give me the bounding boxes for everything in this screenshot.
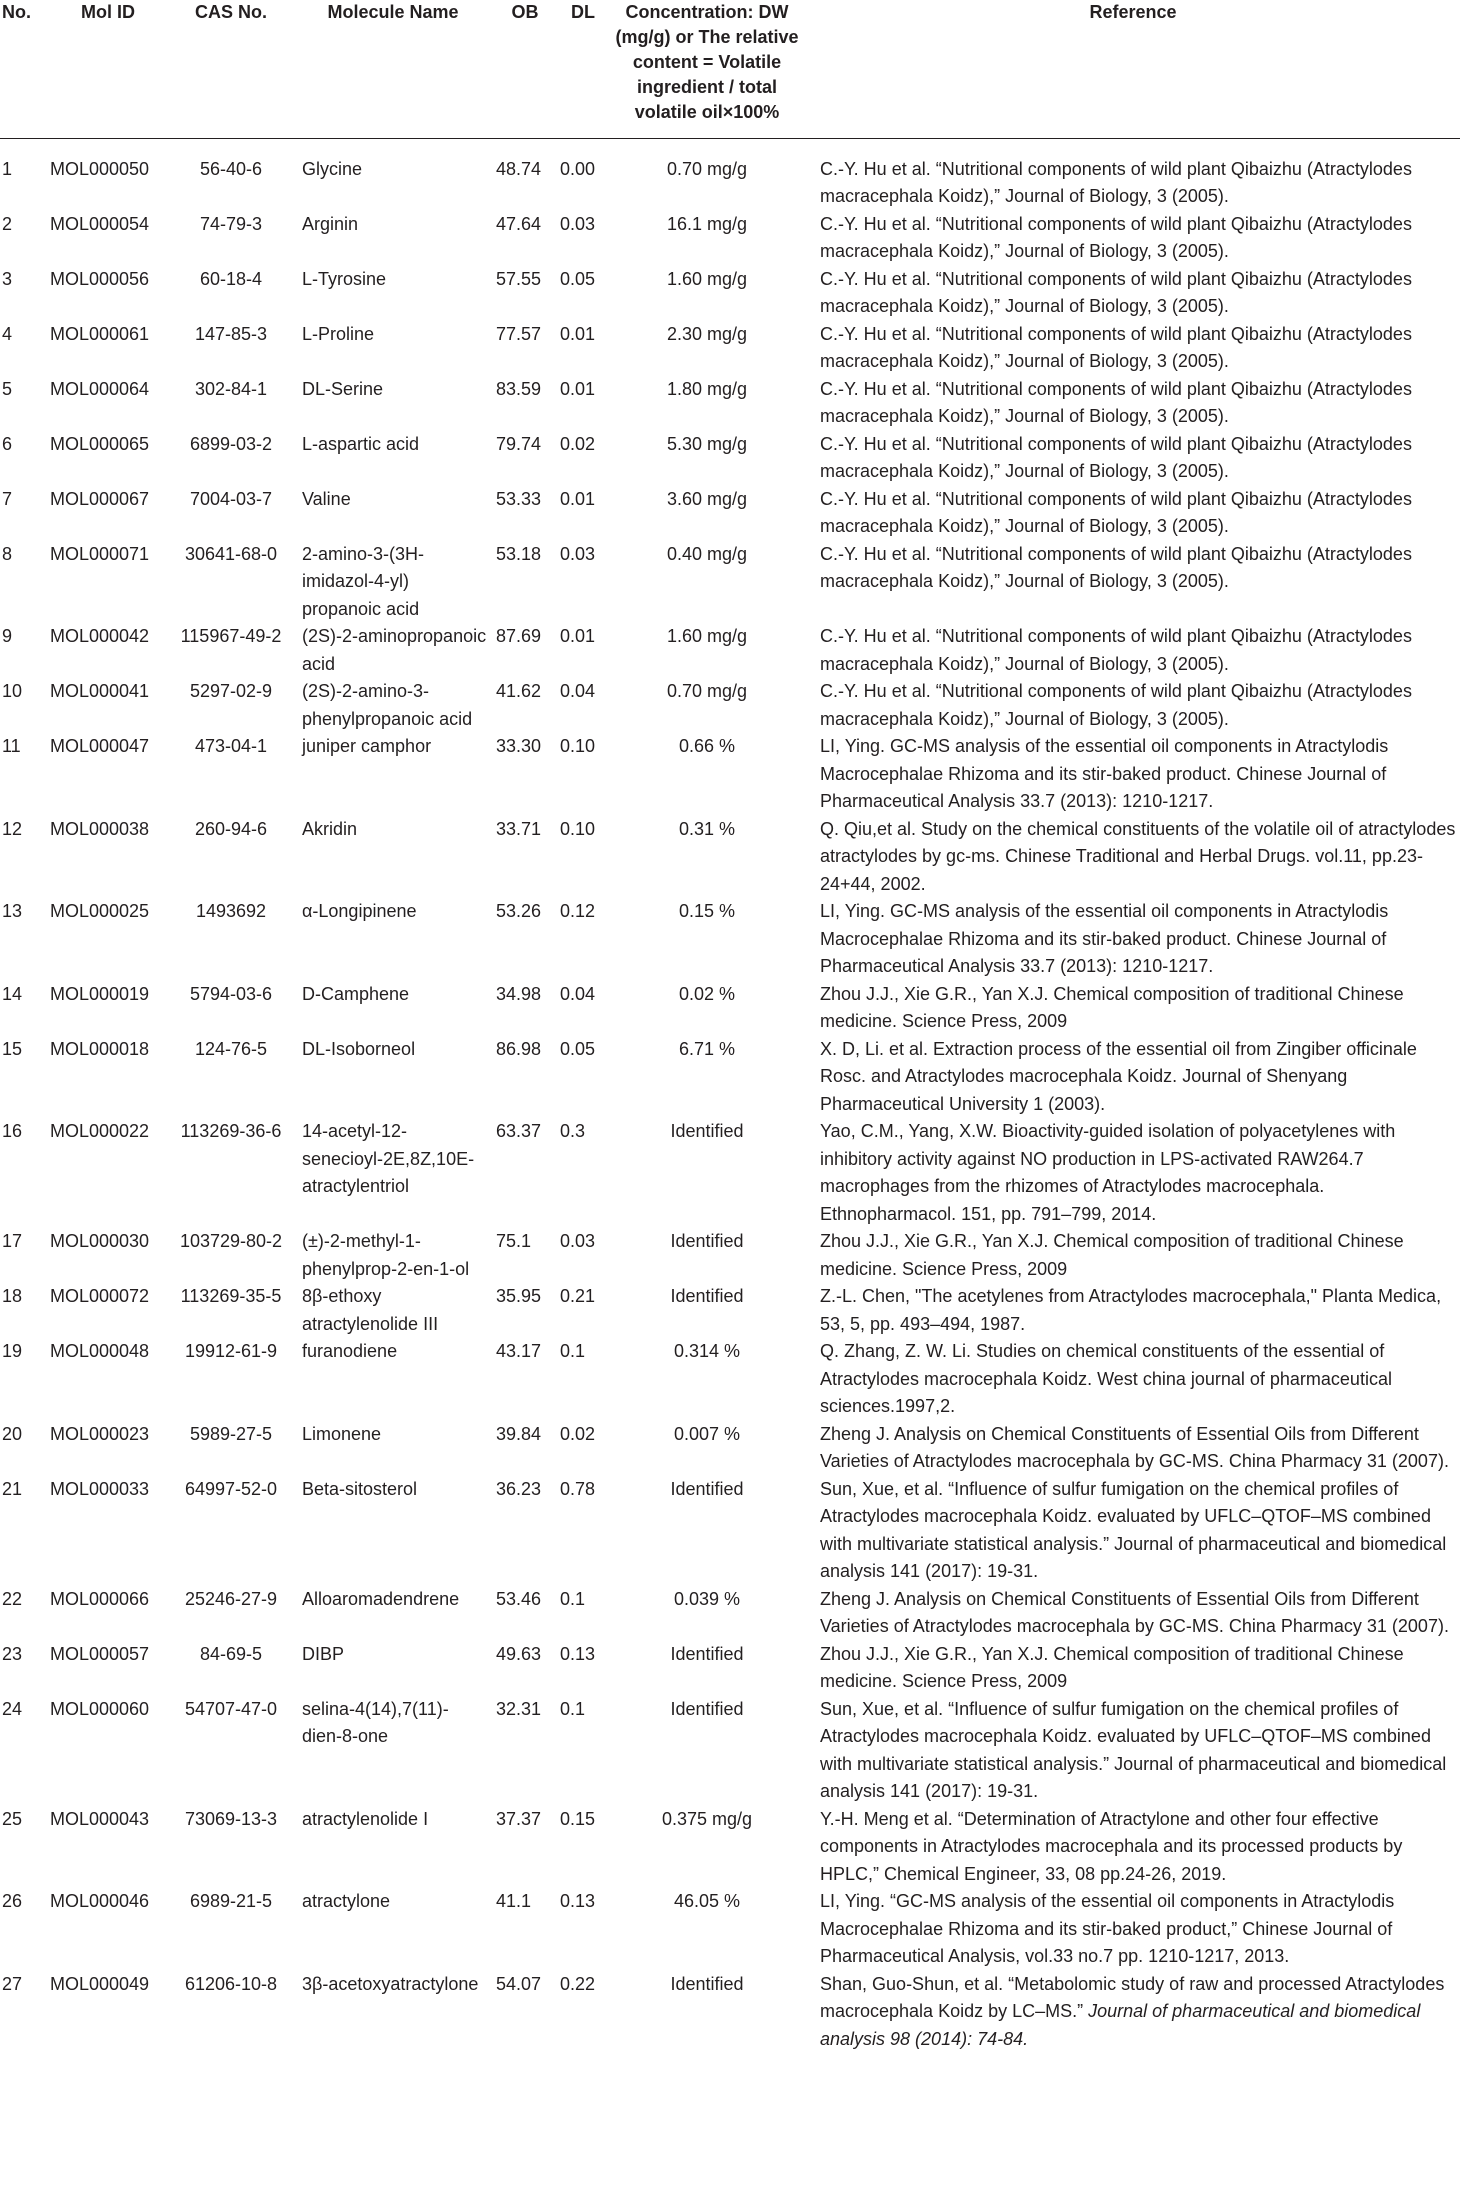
cell-dl: 0.03	[560, 543, 596, 564]
cell-cas: 7004-03-7	[189, 488, 273, 509]
cell-cas: 64997-52-0	[184, 1478, 278, 1499]
cell-concentration: Identified	[670, 1698, 744, 1719]
cell-ob: 77.57	[496, 323, 542, 344]
cell-ob: 53.26	[496, 901, 542, 921]
cell-dl: 0.01	[560, 488, 596, 509]
cell-cas: 124-76-5	[194, 1038, 268, 1059]
cell-dl: 0.13	[560, 1643, 596, 1664]
table-row	[0, 733, 1460, 816]
cell-molecule-name: L-Proline	[302, 323, 375, 344]
cell-molecule-name: furanodiene	[302, 1341, 398, 1361]
cell-molecule-name: atractylenolide I	[302, 1808, 429, 1829]
table-row	[0, 1971, 1460, 2054]
cell-reference: Zheng J. Analysis on Chemical Constituents of Essential Oils from Different Varieties of Atractylodes macrocephala by GC-MS. China Pharmacy 31 (2007).	[820, 1423, 1449, 1471]
cell-concentration: 0.314 %	[673, 1341, 741, 1361]
header-ob: OB	[492, 0, 558, 138]
cell-concentration: 0.31 %	[678, 818, 736, 839]
cell-mol-id: MOL000048	[50, 1341, 150, 1361]
cell-cas: 73069-13-3	[184, 1808, 278, 1829]
cell-concentration: 0.66 %	[678, 736, 736, 756]
cell-dl: 0.78	[560, 1478, 596, 1499]
cell-molecule-name: L-Tyrosine	[302, 268, 387, 289]
cell-concentration: 46.05 %	[673, 1891, 741, 1911]
cell-no: 12	[2, 818, 23, 839]
cell-no: 22	[2, 1588, 23, 1609]
table-row	[0, 1421, 1460, 1476]
cell-ob: 83.59	[496, 378, 542, 399]
cell-cas: 302-84-1	[194, 378, 268, 399]
cell-cas: 5297-02-9	[189, 681, 273, 701]
cell-reference: C.-Y. Hu et al. “Nutritional components of wild plant Qibaizhu (Atractylodes macracephala Koidz),” Journal of Biology, 3 (2005).	[820, 626, 1412, 674]
cell-no: 7	[2, 488, 13, 509]
cell-concentration: 0.02 %	[678, 983, 736, 1004]
cell-no: 14	[2, 983, 23, 1004]
cell-mol-id: MOL000042	[50, 626, 150, 646]
cell-molecule-name: Valine	[302, 488, 351, 509]
cell-no: 20	[2, 1423, 23, 1444]
cell-ob: 32.31	[496, 1698, 542, 1719]
table-row	[0, 321, 1460, 376]
cell-reference: Zhou J.J., Xie G.R., Yan X.J. Chemical composition of traditional Chinese medicine. Science Press, 2009	[820, 1643, 1404, 1691]
cell-reference: LI, Ying. GC-MS analysis of the essential oil components in Atractylodis Macrocephalae Rhizoma and its stir-baked product. Chinese Journal of Pharmaceutical Analysis 33.7 (2013): 1210-1217.	[820, 736, 1389, 811]
cell-dl: 0.10	[560, 818, 596, 839]
cell-reference: C.-Y. Hu et al. “Nutritional components of wild plant Qibaizhu (Atractylodes macracephala Koidz),” Journal of Biology, 3 (2005).	[820, 158, 1412, 206]
cell-cas: 25246-27-9	[184, 1588, 278, 1609]
cell-concentration: Identified	[670, 1231, 744, 1251]
cell-molecule-name: Arginin	[302, 213, 359, 234]
cell-molecule-name: (2S)-2-amino-3-phenylpropanoic acid	[302, 681, 473, 729]
cell-mol-id: MOL000072	[50, 1286, 150, 1306]
cell-reference: C.-Y. Hu et al. “Nutritional components of wild plant Qibaizhu (Atractylodes macracephala Koidz),” Journal of Biology, 3 (2005).	[820, 378, 1412, 426]
cell-ob: 39.84	[496, 1423, 542, 1444]
table-row	[0, 1476, 1460, 1586]
cell-concentration: 0.40 mg/g	[666, 543, 748, 564]
table-row	[0, 266, 1460, 321]
cell-ob: 86.98	[496, 1038, 542, 1059]
table-row	[0, 1641, 1460, 1696]
table-row	[0, 1696, 1460, 1806]
header-no: No.	[0, 0, 48, 138]
cell-mol-id: MOL000025	[50, 901, 150, 921]
header-mol-id: Mol ID	[48, 0, 168, 138]
cell-no: 19	[2, 1341, 23, 1361]
table-row	[0, 1283, 1460, 1338]
table-row	[0, 898, 1460, 981]
cell-cas: 115967-49-2	[180, 626, 282, 646]
cell-concentration: 0.70 mg/g	[666, 158, 748, 179]
cell-reference: X. D, Li. et al. Extraction process of the essential oil from Zingiber officinale Rosc. and Atractylodes macrocephala Koidz. Journal of Shenyang Pharmaceutical University 1 (2003).	[820, 1038, 1417, 1114]
cell-concentration: Identified	[670, 1973, 744, 1994]
cell-molecule-name: Akridin	[302, 818, 358, 839]
cell-reference: Zhou J.J., Xie G.R., Yan X.J. Chemical composition of traditional Chinese medicine. Science Press, 2009	[820, 1231, 1404, 1279]
cell-reference: Sun, Xue, et al. “Influence of sulfur fumigation on the chemical profiles of Atractylodes macrocephala Koidz. evaluated by UFLC–QTOF–MS combined with multivariate statistical analysis.” Journal of pharmaceutical and biomedical analysis 141 (2017): 19-31.	[820, 1698, 1447, 1801]
cell-ob: 63.37	[496, 1121, 542, 1141]
cell-cas: 60-18-4	[199, 268, 263, 289]
cell-reference	[806, 1971, 1460, 2054]
cell-dl: 0.12	[560, 901, 596, 921]
cell-dl: 0.03	[560, 213, 596, 234]
cell-no: 11	[2, 736, 21, 756]
cell-mol-id: MOL000049	[50, 1973, 150, 1994]
cell-dl: 0.04	[560, 983, 596, 1004]
cell-molecule-name: 3β-acetoxyatractylone	[302, 1973, 479, 1994]
cell-concentration: 0.007 %	[673, 1423, 741, 1444]
cell-cas: 113269-35-5	[180, 1286, 282, 1306]
cell-concentration: 0.15 %	[678, 901, 736, 921]
cell-mol-id: MOL000064	[50, 378, 150, 399]
cell-mol-id: MOL000023	[50, 1423, 150, 1444]
cell-mol-id: MOL000056	[50, 268, 150, 289]
cell-molecule-name: atractylone	[302, 1891, 391, 1911]
cell-ob: 47.64	[496, 213, 542, 234]
cell-reference: LI, Ying. “GC-MS analysis of the essential oil components in Atractylodis Macrocephalae Rhizoma and its stir-baked product,” Chinese Journal of Pharmaceutical Analysis, vol.33 no.7 pp. 1210-1217, 2013.	[820, 1891, 1395, 1966]
reference-journal: Journal of pharmaceutical and biomedical analysis	[820, 2001, 1421, 2049]
cell-no: 1	[2, 158, 13, 179]
header-molecule-name: Molecule Name	[294, 0, 492, 138]
cell-mol-id: MOL000019	[50, 983, 150, 1004]
cell-cas: 473-04-1	[194, 736, 268, 756]
cell-concentration: 0.375 mg/g	[661, 1808, 753, 1829]
cell-mol-id: MOL000065	[50, 433, 150, 454]
cell-reference: Sun, Xue, et al. “Influence of sulfur fumigation on the chemical profiles of Atractylodes macrocephala Koidz. evaluated by UFLC–QTOF–MS combined with multivariate statistical analysis.” Journal of pharmaceutical and biomedical analysis 141 (2017): 19-31.	[820, 1478, 1447, 1581]
cell-mol-id: MOL000041	[50, 681, 150, 701]
cell-concentration: Identified	[670, 1478, 744, 1499]
cell-dl: 0.01	[560, 626, 596, 646]
cell-molecule-name: Beta-sitosterol	[302, 1478, 418, 1499]
table-row	[0, 211, 1460, 266]
cell-reference: Yao, C.M., Yang, X.W. Bioactivity-guided isolation of polyacetylenes with inhibitory activity against NO production in LPS-activated RAW264.7 macrophages from the rhizomes of Atractylodes macrocephala. Ethnopharmacol. 151, pp. 791–799, 2014.	[820, 1121, 1396, 1224]
cell-dl: 0.15	[560, 1808, 596, 1829]
cell-molecule-name: DL-Isoborneol	[302, 1038, 416, 1059]
cell-ob: 36.23	[496, 1478, 542, 1499]
cell-ob: 34.98	[496, 983, 542, 1004]
cell-cas: 61206-10-8	[184, 1973, 278, 1994]
cell-molecule-name: juniper camphor	[302, 736, 432, 756]
cell-no: 21	[2, 1478, 23, 1499]
cell-no: 10	[2, 681, 23, 701]
cell-molecule-name: D-Camphene	[302, 983, 410, 1004]
table-row	[0, 1888, 1460, 1971]
table-row	[0, 431, 1460, 486]
cell-mol-id: MOL000018	[50, 1038, 150, 1059]
cell-ob: 35.95	[496, 1286, 542, 1306]
cell-no: 15	[2, 1038, 23, 1059]
cell-molecule-name: selina-4(14),7(11)-dien-8-one	[302, 1698, 449, 1746]
cell-mol-id: MOL000066	[50, 1588, 150, 1609]
cell-mol-id: MOL000071	[50, 543, 150, 564]
table-row	[0, 541, 1460, 624]
cell-ob: 41.62	[496, 681, 542, 701]
cell-cas: 113269-36-6	[180, 1121, 282, 1141]
cell-concentration: Identified	[670, 1121, 744, 1141]
cell-mol-id: MOL000047	[50, 736, 150, 756]
cell-molecule-name: Alloaromadendrene	[302, 1588, 460, 1609]
cell-mol-id: MOL000061	[50, 323, 150, 344]
table-row	[0, 623, 1460, 678]
cell-reference: C.-Y. Hu et al. “Nutritional components of wild plant Qibaizhu (Atractylodes macracephala Koidz),” Journal of Biology, 3 (2005).	[820, 268, 1412, 316]
cell-ob: 49.63	[496, 1643, 542, 1664]
table-row	[0, 138, 1460, 211]
cell-reference: C.-Y. Hu et al. “Nutritional components of wild plant Qibaizhu (Atractylodes macracephala Koidz),” Journal of Biology, 3 (2005).	[820, 433, 1412, 481]
cell-dl: 0.01	[560, 323, 596, 344]
cell-concentration: Identified	[670, 1643, 744, 1664]
cell-mol-id: MOL000054	[50, 213, 150, 234]
cell-dl: 0.03	[560, 1231, 596, 1251]
cell-no: 24	[2, 1698, 23, 1719]
reference-text: Shan, Guo-Shun, et al. “Metabolomic study of raw and processed Atractylodes macrocephala Koidz by LC–MS.”	[820, 1973, 1445, 2021]
cell-dl: 0.02	[560, 1423, 596, 1444]
cell-dl: 0.13	[560, 1891, 596, 1911]
table-row	[0, 981, 1460, 1036]
header-concentration: Concentration: DW (mg/g) or The relative content = Volatile ingredient / total volatile oil×100%	[608, 0, 806, 138]
cell-dl: 0.00	[560, 158, 596, 179]
cell-no: 3	[2, 268, 13, 289]
cell-no: 5	[2, 378, 13, 399]
cell-no: 4	[2, 323, 13, 344]
cell-reference: LI, Ying. GC-MS analysis of the essential oil components in Atractylodis Macrocephalae Rhizoma and its stir-baked product. Chinese Journal of Pharmaceutical Analysis 33.7 (2013): 1210-1217.	[820, 901, 1389, 976]
table-row	[0, 1806, 1460, 1889]
cell-cas: 56-40-6	[199, 158, 263, 179]
cell-molecule-name: α-Longipinene	[302, 901, 417, 921]
cell-concentration: 2.30 mg/g	[666, 323, 748, 344]
cell-no: 13	[2, 901, 23, 921]
cell-dl: 0.1	[560, 1698, 586, 1719]
cell-cas: 5794-03-6	[189, 983, 273, 1004]
cell-no: 9	[2, 626, 13, 646]
table-header	[0, 0, 1460, 138]
cell-mol-id: MOL000030	[50, 1231, 150, 1251]
cell-dl: 0.1	[560, 1588, 586, 1609]
cell-cas: 30641-68-0	[184, 543, 278, 564]
cell-concentration: 1.80 mg/g	[666, 378, 748, 399]
table-row	[0, 678, 1460, 733]
cell-mol-id: MOL000043	[50, 1808, 150, 1829]
cell-molecule-name: 8β-ethoxy atractylenolide III	[302, 1286, 439, 1334]
cell-concentration: 0.039 %	[673, 1588, 741, 1609]
cell-no: 23	[2, 1643, 23, 1664]
cell-cas: 260-94-6	[194, 818, 268, 839]
cell-cas: 6989-21-5	[189, 1891, 273, 1911]
cell-no: 26	[2, 1891, 23, 1911]
cell-reference: Y.-H. Meng et al. “Determination of Atractylone and other four effective components in Atractylodes macrocephala and its processed products by HPLC,” Chemical Engineer, 33, 08 pp.24-26, 2019.	[820, 1808, 1403, 1884]
cell-mol-id: MOL000033	[50, 1478, 150, 1499]
header-dl: DL	[558, 0, 608, 138]
cell-molecule-name: (±)-2-methyl-1-phenylprop-2-en-1-ol	[302, 1231, 470, 1279]
header-cas: CAS No.	[168, 0, 294, 138]
cell-concentration: Identified	[670, 1286, 744, 1306]
table-row	[0, 1338, 1460, 1421]
cell-concentration: 0.70 mg/g	[666, 681, 748, 701]
cell-molecule-name: DIBP	[302, 1643, 345, 1664]
cell-molecule-name: (2S)-2-aminopropanoic acid	[302, 626, 487, 674]
cell-reference: C.-Y. Hu et al. “Nutritional components of wild plant Qibaizhu (Atractylodes macracephala Koidz),” Journal of Biology, 3 (2005).	[820, 681, 1412, 729]
cell-mol-id: MOL000050	[50, 158, 150, 179]
cell-dl: 0.22	[560, 1973, 596, 1994]
cell-molecule-name: DL-Serine	[302, 378, 384, 399]
table-row	[0, 376, 1460, 431]
cell-reference: Q. Qiu,et al. Study on the chemical constituents of the volatile oil of atractylodes atractylodes by gc-ms. Chinese Traditional and Herbal Drugs. vol.11, pp.23-24+44, 2002.	[820, 818, 1456, 894]
reference-citation: 98 (2014): 74-84.	[885, 2028, 1029, 2049]
cell-dl: 0.10	[560, 736, 596, 756]
cell-dl: 0.01	[560, 378, 596, 399]
cell-molecule-name: Glycine	[302, 158, 363, 179]
cell-dl: 0.1	[560, 1341, 586, 1361]
cell-dl: 0.21	[560, 1286, 596, 1306]
cell-cas: 147-85-3	[194, 323, 268, 344]
cell-no: 18	[2, 1286, 23, 1306]
cell-reference: C.-Y. Hu et al. “Nutritional components of wild plant Qibaizhu (Atractylodes macracephala Koidz),” Journal of Biology, 3 (2005).	[820, 543, 1412, 591]
cell-no: 6	[2, 433, 13, 454]
cell-concentration: 3.60 mg/g	[666, 488, 748, 509]
table-row	[0, 486, 1460, 541]
header-reference: Reference	[806, 0, 1460, 138]
cell-no: 27	[2, 1973, 23, 1994]
cell-cas: 74-79-3	[199, 213, 263, 234]
cell-ob: 33.30	[496, 736, 542, 756]
cell-ob: 33.71	[496, 818, 542, 839]
cell-reference: Zheng J. Analysis on Chemical Constituents of Essential Oils from Different Varieties of Atractylodes macrocephala by GC-MS. China Pharmacy 31 (2007).	[820, 1588, 1449, 1636]
cell-no: 16	[2, 1121, 23, 1141]
table-row	[0, 1118, 1460, 1228]
cell-ob: 53.18	[496, 543, 542, 564]
cell-ob: 57.55	[496, 268, 542, 289]
table-row	[0, 1036, 1460, 1119]
cell-ob: 48.74	[496, 158, 542, 179]
cell-ob: 53.33	[496, 488, 542, 509]
cell-mol-id: MOL000022	[50, 1121, 150, 1141]
cell-concentration: 6.71 %	[678, 1038, 736, 1059]
table-body	[0, 138, 1460, 2053]
cell-ob: 37.37	[496, 1808, 542, 1829]
cell-ob: 53.46	[496, 1588, 542, 1609]
cell-ob: 41.1	[496, 1891, 532, 1911]
cell-dl: 0.05	[560, 1038, 596, 1059]
table-row	[0, 1586, 1460, 1641]
cell-mol-id: MOL000038	[50, 818, 150, 839]
cell-reference: Q. Zhang, Z. W. Li. Studies on chemical constituents of the essential of Atractylodes macrocephala Koidz. West china journal of pharmaceutical sciences.1997,2.	[820, 1341, 1392, 1416]
cell-molecule-name: Limonene	[302, 1423, 382, 1444]
cell-cas: 6899-03-2	[189, 433, 273, 454]
cell-mol-id: MOL000057	[50, 1643, 150, 1664]
cell-mol-id: MOL000046	[50, 1891, 150, 1911]
cell-reference: C.-Y. Hu et al. “Nutritional components of wild plant Qibaizhu (Atractylodes macracephala Koidz),” Journal of Biology, 3 (2005).	[820, 213, 1412, 261]
cell-ob: 79.74	[496, 433, 542, 454]
table-row	[0, 816, 1460, 899]
cell-no: 17	[2, 1231, 23, 1251]
cell-concentration: 16.1 mg/g	[666, 213, 748, 234]
cell-ob: 43.17	[496, 1341, 542, 1361]
cell-cas: 84-69-5	[199, 1643, 263, 1664]
cell-reference: C.-Y. Hu et al. “Nutritional components of wild plant Qibaizhu (Atractylodes macracephala Koidz),” Journal of Biology, 3 (2005).	[820, 323, 1412, 371]
cell-ob: 87.69	[496, 626, 542, 646]
cell-cas: 19912-61-9	[184, 1341, 278, 1361]
cell-cas: 1493692	[195, 901, 267, 921]
cell-ob: 54.07	[496, 1973, 542, 1994]
cell-no: 25	[2, 1808, 23, 1829]
cell-cas: 5989-27-5	[189, 1423, 273, 1444]
cell-dl: 0.04	[560, 681, 596, 701]
cell-no: 8	[2, 543, 13, 564]
cell-mol-id: MOL000060	[50, 1698, 150, 1719]
cell-no: 2	[2, 213, 13, 234]
cell-mol-id: MOL000067	[50, 488, 150, 509]
cell-dl: 0.02	[560, 433, 596, 454]
cell-reference: Zhou J.J., Xie G.R., Yan X.J. Chemical composition of traditional Chinese medicine. Science Press, 2009	[820, 983, 1404, 1031]
cell-dl: 0.3	[560, 1121, 586, 1141]
cell-cas: 54707-47-0	[184, 1698, 278, 1719]
cell-cas: 103729-80-2	[179, 1231, 283, 1251]
cell-concentration: 1.60 mg/g	[666, 268, 748, 289]
cell-molecule-name: 14-acetyl-12-senecioyl-2E,8Z,10E-atractylentriol	[302, 1121, 475, 1196]
cell-concentration: 5.30 mg/g	[666, 433, 748, 454]
cell-dl: 0.05	[560, 268, 596, 289]
cell-concentration: 1.60 mg/g	[666, 626, 748, 646]
cell-reference: Z.-L. Chen, "The acetylenes from Atractylodes macrocephala," Planta Medica, 53, 5, pp. 493–494, 1987.	[820, 1286, 1442, 1334]
cell-ob: 75.1	[496, 1231, 532, 1251]
cell-reference: C.-Y. Hu et al. “Nutritional components of wild plant Qibaizhu (Atractylodes macracephala Koidz),” Journal of Biology, 3 (2005).	[820, 488, 1412, 536]
table-row	[0, 1228, 1460, 1283]
cell-molecule-name: 2-amino-3-(3H-imidazol-4-yl) propanoic acid	[302, 543, 425, 619]
cell-molecule-name: L-aspartic acid	[302, 433, 420, 454]
